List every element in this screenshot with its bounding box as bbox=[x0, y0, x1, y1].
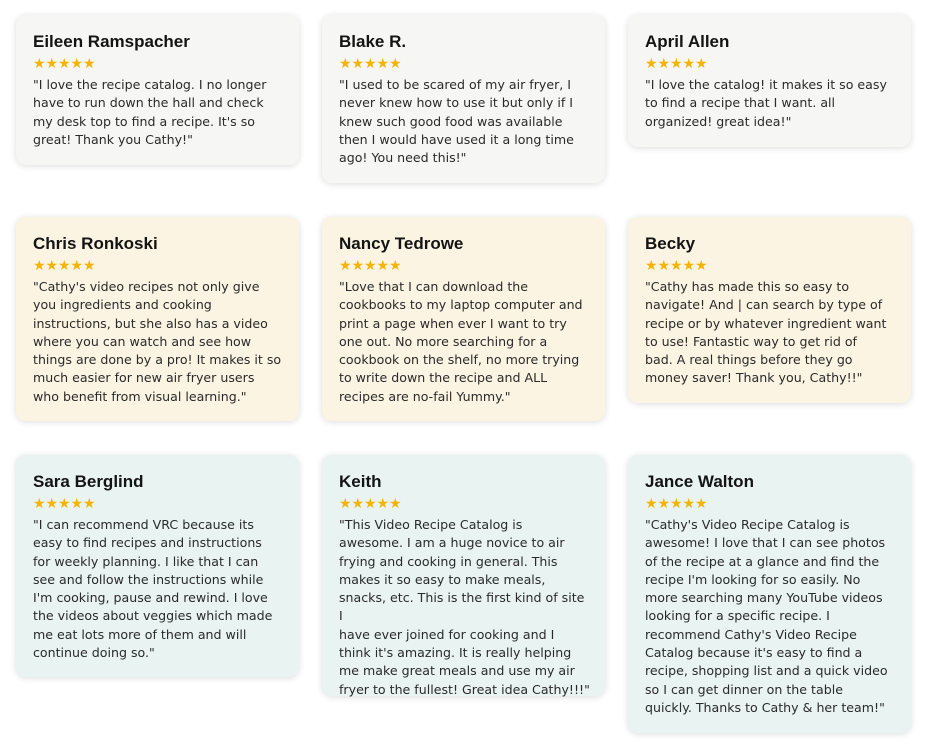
star-icon: ★ bbox=[645, 56, 658, 72]
star-icon: ★ bbox=[45, 56, 59, 72]
testimonial-quote: "I love the catalog! it makes it so easy to find a recipe that I want. all organized! great idea!" bbox=[645, 77, 887, 129]
testimonial-card bbox=[628, 15, 911, 147]
star-icon: ★ bbox=[376, 56, 390, 72]
star-icon: ★ bbox=[83, 496, 96, 512]
star-icon: ★ bbox=[351, 56, 365, 72]
star-icon: ★ bbox=[364, 258, 377, 274]
star-rating bbox=[339, 56, 591, 72]
testimonial-quote: "Cathy has made this so easy to navigate! And | can search by type of recipe or by whatever ingredient want to use! Fantastic way to get rid of bad. A real things before they go money saver! Thank you, Cathy!!" bbox=[645, 279, 887, 386]
reviewer-name: Becky bbox=[645, 234, 696, 253]
star-rating bbox=[645, 258, 897, 274]
star-icon: ★ bbox=[58, 258, 71, 274]
testimonial-quote: "This Video Recipe Catalog is awesome. I am a huge novice to air frying and cooking in general. This makes it so easy to make meals, snacks, etc. This is the first kind of site I have ever joined for cooking and I think it's amazing. It is really helping me make great meals and use my air fryer to the fullest! Great idea Cathy!!!" bbox=[339, 517, 590, 697]
star-icon: ★ bbox=[351, 496, 365, 512]
star-icon: ★ bbox=[695, 496, 708, 512]
testimonial-quote: "Cathy's Video Recipe Catalog is awesome! I love that I can see photos of the recipe at a glance and find the recipe I'm looking for so easily. No more searching many YouTube videos looking for a specific recipe. I recommend Cathy's Video Recipe Catalog because it's easy to find a recipe, shopping list and a quick video so I can get dinner on the table quickly. Thanks to Cathy & her team!" bbox=[645, 517, 888, 715]
star-icon: ★ bbox=[33, 56, 46, 72]
star-icon: ★ bbox=[339, 258, 352, 274]
reviewer-name: Nancy Tedrowe bbox=[339, 234, 464, 253]
testimonial-card bbox=[628, 217, 911, 403]
star-icon: ★ bbox=[364, 56, 377, 72]
star-rating bbox=[645, 496, 897, 512]
testimonial-quote: "Love that I can download the cookbooks to my laptop computer and print a page when ever I want to try one out. No more searching for a cookbook on the shelf, no more trying to write down the recipe and ALL recipes are no-fail Yummy." bbox=[339, 279, 583, 404]
testimonial-card bbox=[16, 15, 299, 165]
testimonial-quote: "I used to be scared of my air fryer, I never knew how to use it but only if I knew such good food was available then I would have used it a long time ago! You need this!" bbox=[339, 77, 574, 166]
reviewer-name: Jance Walton bbox=[645, 472, 754, 491]
reviewer-name: April Allen bbox=[645, 32, 730, 51]
reviewer-name: Eileen Ramspacher bbox=[33, 32, 190, 51]
star-icon: ★ bbox=[83, 258, 96, 274]
testimonial-card bbox=[322, 217, 605, 421]
star-icon: ★ bbox=[695, 56, 708, 72]
star-icon: ★ bbox=[351, 258, 365, 274]
reviewer-name: Keith bbox=[339, 472, 382, 491]
star-icon: ★ bbox=[389, 56, 402, 72]
star-icon: ★ bbox=[657, 258, 671, 274]
testimonial-card bbox=[16, 455, 299, 677]
star-icon: ★ bbox=[58, 56, 71, 72]
star-icon: ★ bbox=[645, 496, 658, 512]
testimonial-quote: "Cathy's video recipes not only give you ingredients and cooking instructions, but she also has a video where you can watch and see how things are done by a pro! It makes it so much easier for new air fryer users who benefit from visual learning." bbox=[33, 279, 282, 404]
testimonial-card bbox=[322, 455, 605, 696]
star-icon: ★ bbox=[83, 56, 96, 72]
star-icon: ★ bbox=[45, 496, 59, 512]
star-rating bbox=[33, 56, 285, 72]
star-icon: ★ bbox=[45, 258, 59, 274]
star-icon: ★ bbox=[376, 258, 390, 274]
star-icon: ★ bbox=[339, 56, 352, 72]
star-icon: ★ bbox=[33, 258, 46, 274]
star-icon: ★ bbox=[70, 496, 84, 512]
star-icon: ★ bbox=[58, 496, 71, 512]
reviewer-name: Sara Berglind bbox=[33, 472, 144, 491]
star-icon: ★ bbox=[682, 56, 696, 72]
star-rating bbox=[33, 258, 285, 274]
star-rating bbox=[645, 56, 897, 72]
star-icon: ★ bbox=[695, 258, 708, 274]
star-icon: ★ bbox=[389, 496, 402, 512]
star-icon: ★ bbox=[670, 496, 683, 512]
star-icon: ★ bbox=[364, 496, 377, 512]
star-icon: ★ bbox=[339, 496, 352, 512]
star-icon: ★ bbox=[657, 56, 671, 72]
star-icon: ★ bbox=[682, 496, 696, 512]
reviewer-name: Chris Ronkoski bbox=[33, 234, 158, 253]
star-icon: ★ bbox=[389, 258, 402, 274]
star-icon: ★ bbox=[33, 496, 46, 512]
star-icon: ★ bbox=[645, 258, 658, 274]
star-icon: ★ bbox=[70, 258, 84, 274]
testimonial-card bbox=[628, 455, 911, 733]
star-rating bbox=[33, 496, 285, 512]
star-icon: ★ bbox=[670, 56, 683, 72]
star-rating bbox=[339, 496, 591, 512]
star-icon: ★ bbox=[682, 258, 696, 274]
testimonial-quote: "I can recommend VRC because its easy to find recipes and instructions for weekly planning. I like that I can see and follow the instructions while I'm cooking, pause and rewind. I love the videos about veggies which made me eat lots more of them and will continue doing so." bbox=[33, 517, 273, 661]
testimonial-card bbox=[322, 15, 605, 183]
star-icon: ★ bbox=[670, 258, 683, 274]
testimonial-card bbox=[16, 217, 299, 421]
star-icon: ★ bbox=[70, 56, 84, 72]
reviewer-name: Blake R. bbox=[339, 32, 407, 51]
star-icon: ★ bbox=[376, 496, 390, 512]
testimonial-quote: "I love the recipe catalog. I no longer have to run down the hall and check my desk top to find a recipe. It's so great! Thank you Cathy!" bbox=[33, 77, 267, 147]
star-icon: ★ bbox=[657, 496, 671, 512]
star-rating bbox=[339, 258, 591, 274]
